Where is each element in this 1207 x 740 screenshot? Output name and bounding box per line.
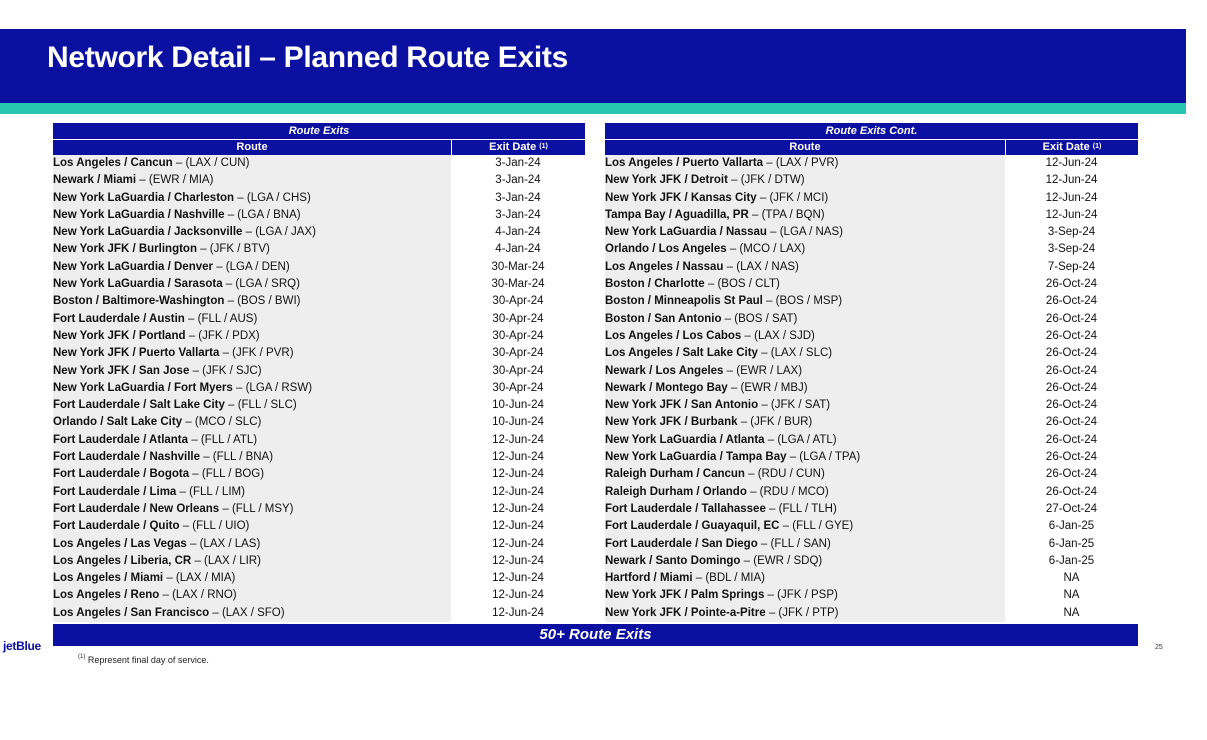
exit-date-cell: 12-Jun-24 [492, 572, 544, 585]
table-row [53, 605, 585, 622]
airport-codes: – (EWR / LAX) [726, 364, 803, 377]
airport-codes: – (LAX / LIR) [194, 554, 261, 567]
table-row [605, 570, 1138, 587]
route-name: New York JFK / Burlington [53, 243, 197, 256]
table-row [53, 276, 585, 293]
exit-date-cell: 12-Jun-24 [1045, 208, 1098, 221]
exit-date-cell: 3-Jan-24 [495, 208, 541, 221]
exit-date-cell: 26-Oct-24 [1045, 347, 1098, 360]
route-cell [605, 363, 1005, 380]
exit-date-cell: 12-Jun-24 [492, 451, 544, 464]
route-name: Los Angeles / Reno [53, 589, 160, 602]
airport-codes: – (FLL / UIO) [182, 520, 250, 533]
table-row [605, 259, 1138, 276]
route-cell [53, 605, 451, 622]
route-name: New York LaGuardia / Atlanta [605, 433, 765, 446]
route-cell [53, 311, 451, 328]
route-name: Los Angeles / San Francisco [53, 606, 210, 619]
route-name: Boston / Charlotte [605, 278, 705, 291]
route-name: Fort Lauderdale / New Orleans [53, 502, 220, 515]
route-cell [53, 190, 451, 207]
airport-codes: – (JFK / PTP) [768, 606, 839, 619]
route-name: New York JFK / Detroit [605, 174, 728, 187]
route-name: Fort Lauderdale / San Diego [605, 537, 758, 550]
route-name: Fort Lauderdale / Atlanta [53, 433, 189, 446]
airport-codes: – (JFK / SJC) [192, 364, 262, 377]
route-cell [53, 241, 451, 258]
exit-date-cell: 12-Jun-24 [492, 485, 544, 498]
airport-codes: – (FLL / GYE) [782, 520, 854, 533]
exit-date-cell: 3-Jan-24 [495, 191, 541, 204]
route-name: Fort Lauderdale / Bogota [53, 468, 190, 481]
table-row [605, 311, 1138, 328]
exit-date-cell: 4-Jan-24 [495, 243, 541, 256]
route-cell [605, 518, 1005, 535]
route-name: Boston / San Antonio [605, 312, 722, 325]
footnote [78, 655, 209, 665]
route-cell [53, 293, 451, 310]
airport-codes: – (LGA / RSW) [236, 381, 313, 394]
table-row [53, 414, 585, 431]
table-row [53, 172, 585, 189]
route-name: Los Angeles / Las Vegas [53, 537, 187, 550]
route-cell [53, 466, 451, 483]
exit-date-cell: 27-Oct-24 [1045, 502, 1098, 515]
route-name: New York LaGuardia / Nashville [53, 208, 225, 221]
table-body [605, 155, 1138, 622]
exit-date-cell: 26-Oct-24 [1045, 278, 1098, 291]
footnote-marker: (1) [539, 143, 548, 150]
route-name: Hartford / Miami [605, 572, 693, 585]
airport-codes: – (LGA / TPA) [789, 451, 861, 464]
table-row [605, 449, 1138, 466]
airport-codes: – (FLL / LIM) [179, 485, 245, 498]
route-cell [605, 553, 1005, 570]
airport-codes: – (FLL / SLC) [228, 399, 297, 412]
exit-date-cell: 26-Oct-24 [1045, 433, 1098, 446]
exit-date-cell: 26-Oct-24 [1045, 364, 1098, 377]
route-cell [53, 328, 451, 345]
route-cell [53, 570, 451, 587]
jetblue-logo: jetBlue [3, 639, 41, 653]
airport-codes: – (JFK / BTV) [200, 243, 270, 256]
page-title: Network Detail – Planned Route Exits [47, 41, 568, 74]
table-row [605, 172, 1138, 189]
table-row [53, 536, 585, 553]
route-name: Fort Lauderdale / Salt Lake City [53, 399, 225, 412]
route-cell [605, 311, 1005, 328]
airport-codes: – (BOS / MSP) [766, 295, 843, 308]
airport-codes: – (TPA / BQN) [752, 208, 825, 221]
exit-date-cell: 3-Jan-24 [495, 157, 541, 169]
airport-codes: – (FLL / BOG) [192, 468, 265, 481]
airport-codes: – (LAX / NAS) [726, 260, 799, 273]
airport-codes: – (LGA / BNA) [227, 208, 301, 221]
footnote-marker: (1) [1092, 143, 1102, 150]
airport-codes: – (LAX / PVR) [766, 157, 839, 169]
route-name: Newark / Montego Bay [605, 381, 728, 394]
table-row [53, 466, 585, 483]
airport-codes: – (EWR / MBJ) [730, 381, 808, 394]
table-row [53, 553, 585, 570]
route-cell [53, 501, 451, 518]
column-header-route: Route [789, 141, 821, 153]
exit-date-cell: 4-Jan-24 [495, 226, 541, 239]
route-cell [53, 484, 451, 501]
table-row [605, 190, 1138, 207]
exit-date-label: Exit Date [489, 141, 537, 153]
exit-date-cell: 3-Jan-24 [495, 174, 541, 187]
route-cell [605, 501, 1005, 518]
table-row [53, 311, 585, 328]
route-cell [53, 397, 451, 414]
route-cell [605, 259, 1005, 276]
route-name: Raleigh Durham / Orlando [605, 485, 747, 498]
table-row [605, 414, 1138, 431]
slide-header [0, 29, 1186, 103]
table-row [53, 224, 585, 241]
route-cell [53, 207, 451, 224]
route-name: Boston / Minneapolis St Paul [605, 295, 763, 308]
table-row [605, 536, 1138, 553]
route-cell [605, 293, 1005, 310]
exit-date-cell: 26-Oct-24 [1045, 295, 1098, 308]
exit-date-cell: 6-Jan-25 [1048, 537, 1095, 550]
table-row [605, 293, 1138, 310]
route-cell [53, 536, 451, 553]
table-row [605, 587, 1138, 604]
exit-date-cell: 12-Jun-24 [492, 537, 544, 550]
airport-codes: – (FLL / MSY) [222, 502, 294, 515]
route-exits-cont-table [605, 123, 1138, 622]
exit-date-cell: 6-Jan-25 [1048, 520, 1095, 533]
exit-date-cell: 30-Apr-24 [492, 295, 544, 308]
accent-stripe [0, 103, 1186, 114]
route-name: Tampa Bay / Aguadilla, PR [605, 208, 749, 221]
table-row [53, 363, 585, 380]
exit-date-cell: 3-Sep-24 [1047, 226, 1096, 239]
route-name: New York JFK / Pointe-a-Pitre [605, 606, 766, 619]
exit-date-cell: 12-Jun-24 [1045, 174, 1098, 187]
route-cell [605, 587, 1005, 604]
airport-codes: – (LGA / ATL) [767, 433, 837, 446]
airport-codes: – (JFK / MCI) [759, 191, 829, 204]
airport-codes: – (JFK / DTW) [731, 174, 805, 187]
route-name: Fort Lauderdale / Lima [53, 485, 177, 498]
exit-date-cell: 3-Sep-24 [1047, 243, 1096, 256]
route-name: Los Angeles / Cancun [53, 157, 173, 169]
table-row [605, 155, 1138, 172]
airport-codes: – (EWR / SDQ) [743, 554, 823, 567]
exit-date-cell: 12-Jun-24 [492, 468, 544, 481]
table-row [605, 484, 1138, 501]
exit-date-cell: 26-Oct-24 [1045, 312, 1098, 325]
route-cell [53, 363, 451, 380]
table-row [605, 605, 1138, 622]
exit-date-cell: 26-Oct-24 [1045, 485, 1098, 498]
route-name: Orlando / Los Angeles [605, 243, 727, 256]
route-cell [605, 224, 1005, 241]
route-name: Los Angeles / Miami [53, 572, 164, 585]
airport-codes: – (RDU / MCO) [750, 485, 829, 498]
exit-date-cell: 30-Mar-24 [491, 278, 545, 291]
route-name: Newark / Santo Domingo [605, 554, 741, 567]
route-name: Boston / Baltimore-Washington [53, 295, 225, 308]
airport-codes: – (LAX / SLC) [761, 347, 833, 360]
exit-date-cell: 26-Oct-24 [1045, 451, 1098, 464]
route-name: New York LaGuardia / Sarasota [53, 278, 223, 291]
route-name: Los Angeles / Los Cabos [605, 329, 742, 342]
table-row [605, 501, 1138, 518]
airport-codes: – (MCO / SLC) [185, 416, 262, 429]
route-cell [53, 276, 451, 293]
table-row [53, 501, 585, 518]
route-name: New York LaGuardia / Jacksonville [53, 226, 243, 239]
route-cell [605, 190, 1005, 207]
route-cell [53, 155, 451, 172]
airport-codes: – (MCO / LAX) [729, 243, 806, 256]
table-row [53, 293, 585, 310]
table-row [53, 432, 585, 449]
airport-codes: – (BOS / BWI) [227, 295, 301, 308]
airport-codes: – (LGA / CHS) [237, 191, 311, 204]
route-name: New York JFK / Puerto Vallarta [53, 347, 220, 360]
exit-date-cell: 26-Oct-24 [1045, 468, 1098, 481]
table-row [53, 328, 585, 345]
exit-date-cell: 10-Jun-24 [492, 399, 544, 412]
airport-codes: – (LGA / JAX) [245, 226, 316, 239]
route-cell [53, 432, 451, 449]
exit-date-cell: 30-Apr-24 [492, 329, 544, 342]
route-cell [605, 207, 1005, 224]
exit-date-cell: NA [1063, 589, 1080, 602]
table-row [605, 345, 1138, 362]
table-row [53, 259, 585, 276]
page-number: 25 [1155, 644, 1163, 651]
exit-date-cell: 12-Jun-24 [492, 606, 544, 619]
exit-date-cell: 30-Apr-24 [492, 381, 544, 394]
route-name: Orlando / Salt Lake City [53, 416, 183, 429]
route-name: New York JFK / Palm Springs [605, 589, 765, 602]
table-header-row [605, 139, 1138, 155]
route-name: Fort Lauderdale / Tallahassee [605, 502, 766, 515]
table-row [605, 276, 1138, 293]
airport-codes: – (LAX / SFO) [212, 606, 285, 619]
exit-date-cell: 30-Apr-24 [492, 347, 544, 360]
footnote-text: Represent final day of service. [87, 655, 209, 665]
route-cell [605, 605, 1005, 622]
route-name: Newark / Los Angeles [605, 364, 724, 377]
footnote-marker: (1) [78, 654, 86, 660]
route-name: Fort Lauderdale / Nashville [53, 451, 200, 464]
exit-date-cell: 10-Jun-24 [492, 416, 544, 429]
route-cell [605, 466, 1005, 483]
exit-date-cell: 26-Oct-24 [1045, 329, 1098, 342]
airport-codes: – (FLL / ATL) [191, 433, 258, 446]
route-name: Fort Lauderdale / Austin [53, 312, 185, 325]
route-cell [53, 380, 451, 397]
route-name: New York LaGuardia / Tampa Bay [605, 451, 787, 464]
route-cell [53, 172, 451, 189]
table-row [605, 397, 1138, 414]
route-name: Los Angeles / Nassau [605, 260, 724, 273]
airport-codes: – (JFK / PVR) [222, 347, 294, 360]
route-name: New York JFK / Portland [53, 329, 186, 342]
route-name: Los Angeles / Puerto Vallarta [605, 157, 764, 169]
exit-date-cell: NA [1063, 606, 1080, 619]
table-row [605, 466, 1138, 483]
route-cell [605, 536, 1005, 553]
exit-date-cell: 26-Oct-24 [1045, 399, 1098, 412]
route-name: New York LaGuardia / Denver [53, 260, 213, 273]
route-cell [605, 172, 1005, 189]
table-row [605, 380, 1138, 397]
table-row [53, 587, 585, 604]
route-cell [605, 432, 1005, 449]
airport-codes: – (EWR / MIA) [139, 174, 214, 187]
table-body [53, 155, 585, 622]
table-row [605, 518, 1138, 535]
table-row [605, 241, 1138, 258]
route-cell [605, 380, 1005, 397]
table-title: Route Exits [53, 123, 585, 139]
route-cell [53, 414, 451, 431]
table-row [53, 570, 585, 587]
route-cell [53, 449, 451, 466]
airport-codes: – (BDL / MIA) [695, 572, 765, 585]
route-cell [53, 587, 451, 604]
table-row [53, 397, 585, 414]
route-cell [53, 553, 451, 570]
route-name: New York JFK / Burbank [605, 416, 738, 429]
airport-codes: – (FLL / BNA) [203, 451, 274, 464]
exit-date-cell: 12-Jun-24 [1045, 191, 1098, 204]
route-name: Fort Lauderdale / Quito [53, 520, 180, 533]
table-title: Route Exits Cont. [605, 123, 1138, 139]
route-cell [605, 155, 1005, 172]
route-cell [605, 449, 1005, 466]
table-row [53, 518, 585, 535]
airport-codes: – (FLL / AUS) [188, 312, 258, 325]
exit-date-cell: 12-Jun-24 [492, 433, 544, 446]
airport-codes: – (LAX / CUN) [175, 157, 250, 169]
table-row [53, 155, 585, 172]
route-cell [605, 570, 1005, 587]
route-cell [605, 414, 1005, 431]
route-name: New York JFK / San Jose [53, 364, 190, 377]
table-row [605, 224, 1138, 241]
airport-codes: – (JFK / SAT) [761, 399, 831, 412]
route-cell [605, 397, 1005, 414]
route-cell [53, 259, 451, 276]
table-row [53, 190, 585, 207]
table-row [605, 328, 1138, 345]
airport-codes: – (JFK / PDX) [188, 329, 260, 342]
exit-date-cell: 12-Jun-24 [492, 589, 544, 602]
route-cell [53, 518, 451, 535]
airport-codes: – (FLL / SAN) [760, 537, 831, 550]
airport-codes: – (LGA / DEN) [216, 260, 290, 273]
route-cell [605, 328, 1005, 345]
route-name: Fort Lauderdale / Guayaquil, EC [605, 520, 780, 533]
airport-codes: – (BOS / CLT) [707, 278, 780, 291]
airport-codes: – (BOS / SAT) [724, 312, 798, 325]
airport-codes: – (LGA / SRQ) [225, 278, 300, 291]
route-cell [53, 345, 451, 362]
exit-date-cell: 26-Oct-24 [1045, 381, 1098, 394]
table-row [605, 363, 1138, 380]
table-row [53, 241, 585, 258]
airport-codes: – (LGA / NAS) [770, 226, 843, 239]
route-name: Los Angeles / Salt Lake City [605, 347, 758, 360]
table-row [605, 207, 1138, 224]
exit-date-cell: 30-Mar-24 [491, 260, 545, 273]
airport-codes: – (LAX / RNO) [162, 589, 237, 602]
exit-date-cell: 12-Jun-24 [492, 502, 544, 515]
column-header-exit-date [1005, 140, 1138, 155]
route-name: New York JFK / San Antonio [605, 399, 759, 412]
route-cell [605, 276, 1005, 293]
table-row [53, 449, 585, 466]
exit-date-cell: 30-Apr-24 [492, 312, 544, 325]
table-row [53, 380, 585, 397]
route-cell [605, 345, 1005, 362]
airport-codes: – (FLL / TLH) [769, 502, 837, 515]
exit-date-cell: 30-Apr-24 [492, 364, 544, 377]
route-cell [605, 241, 1005, 258]
airport-codes: – (LAX / MIA) [166, 572, 236, 585]
exit-date-cell: 12-Jun-24 [492, 520, 544, 533]
column-header-exit-date [451, 140, 585, 155]
column-header-route: Route [236, 141, 268, 153]
exit-date-cell: 7-Sep-24 [1047, 260, 1096, 273]
route-name: New York JFK / Kansas City [605, 191, 757, 204]
route-cell [53, 224, 451, 241]
airport-codes: – (LAX / LAS) [190, 537, 261, 550]
airport-codes: – (JFK / BUR) [740, 416, 813, 429]
route-cell [605, 484, 1005, 501]
table-row [53, 207, 585, 224]
route-name: New York LaGuardia / Charleston [53, 191, 235, 204]
table-row [53, 345, 585, 362]
route-name: Los Angeles / Liberia, CR [53, 554, 192, 567]
exit-date-cell: 26-Oct-24 [1045, 416, 1098, 429]
airport-codes: – (RDU / CUN) [748, 468, 825, 481]
exit-date-cell: 12-Jun-24 [492, 554, 544, 567]
route-exits-table [53, 123, 585, 622]
table-row [605, 553, 1138, 570]
table-row [53, 484, 585, 501]
airport-codes: – (LAX / SJD) [744, 329, 815, 342]
summary-banner: 50+ Route Exits [53, 624, 1138, 646]
route-name: New York LaGuardia / Fort Myers [53, 381, 233, 394]
airport-codes: – (JFK / PSP) [767, 589, 838, 602]
exit-date-label: Exit Date [1042, 141, 1090, 153]
exit-date-cell: 12-Jun-24 [1045, 157, 1098, 169]
route-name: New York LaGuardia / Nassau [605, 226, 767, 239]
exit-date-cell: 6-Jan-25 [1048, 554, 1095, 567]
exit-date-cell: NA [1063, 572, 1080, 585]
route-name: Newark / Miami [53, 174, 137, 187]
table-row [605, 432, 1138, 449]
route-name: Raleigh Durham / Cancun [605, 468, 745, 481]
table-header-row [53, 139, 585, 155]
